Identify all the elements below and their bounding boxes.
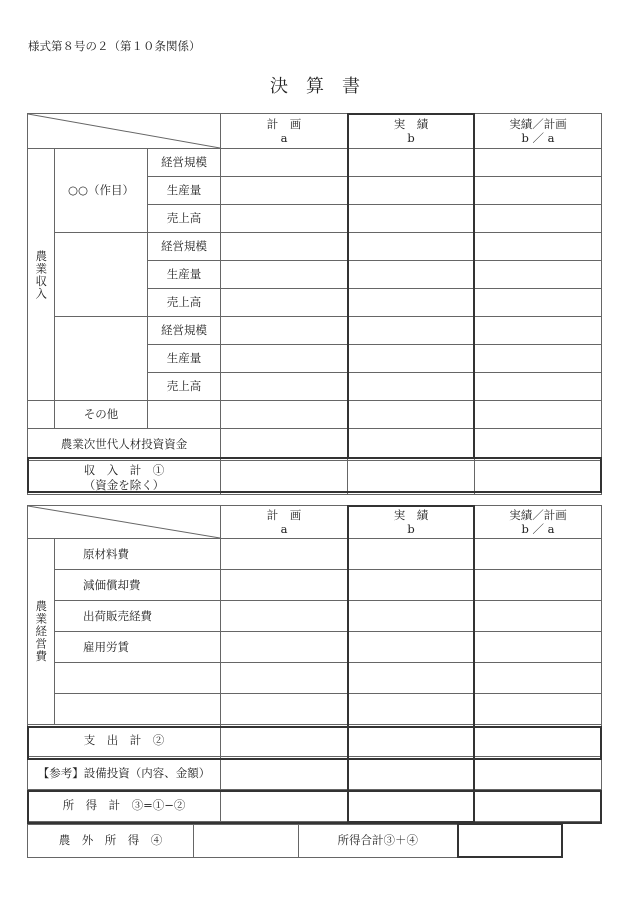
plan-cell[interactable] — [221, 539, 348, 570]
off-farm-table — [27, 823, 563, 858]
ratio-cell[interactable] — [475, 177, 602, 205]
diagonal-line — [28, 114, 220, 148]
ratio-cell[interactable] — [475, 149, 602, 177]
item-production: 生産量 — [148, 177, 221, 205]
item-production: 生産量 — [148, 345, 221, 373]
ratio-cell[interactable] — [475, 757, 602, 790]
ratio-cell[interactable] — [475, 663, 602, 694]
plan-cell[interactable] — [221, 570, 348, 601]
item-sales: 売上高 — [148, 373, 221, 401]
total-income-label: 所得合計③＋④ — [299, 824, 458, 857]
header-actual — [348, 114, 475, 149]
item-sales: 売上高 — [148, 289, 221, 317]
actual-cell[interactable] — [348, 539, 475, 570]
actual-cell[interactable] — [348, 373, 475, 401]
plan-cell[interactable] — [221, 694, 348, 725]
income-total-line2: （資金を除く） — [83, 477, 165, 492]
item-sales: 売上高 — [148, 205, 221, 233]
ratio-cell[interactable] — [475, 725, 602, 757]
ratio-sub: b ／ a — [521, 522, 555, 536]
item-scale: 経営規模 — [148, 233, 221, 261]
ratio-cell[interactable] — [475, 539, 602, 570]
actual-cell[interactable] — [348, 757, 475, 790]
ratio-cell[interactable] — [475, 632, 602, 663]
actual-cell[interactable] — [348, 570, 475, 601]
crop-label: ○○（作目） — [55, 149, 148, 233]
actual-cell[interactable] — [348, 345, 475, 373]
ratio-cell[interactable] — [475, 694, 602, 725]
plan-cell[interactable] — [221, 757, 348, 790]
header-plan — [221, 506, 348, 539]
actual-cell[interactable] — [348, 790, 475, 822]
actual-cell[interactable] — [348, 632, 475, 663]
item-blank[interactable] — [55, 663, 221, 694]
ratio-cell[interactable] — [475, 345, 602, 373]
income-calc-label: 所 得 計 ③=①−② — [28, 790, 221, 822]
item-scale: 経営規模 — [148, 317, 221, 345]
ratio-cell[interactable] — [475, 429, 602, 461]
ratio-cell[interactable] — [475, 261, 602, 289]
plan-cell[interactable] — [221, 663, 348, 694]
off-farm-label: 農 外 所 得 ④ — [28, 824, 194, 857]
ratio-cell[interactable] — [475, 601, 602, 632]
actual-cell[interactable] — [348, 289, 475, 317]
plan-cell[interactable] — [221, 461, 348, 495]
total-income-value[interactable] — [458, 824, 562, 857]
header-plan — [221, 114, 348, 149]
plan-label: 計 画 — [266, 116, 302, 131]
item-depreciation: 減価償却費 — [55, 570, 221, 601]
form-number: 様式第８号の２（第１０条関係） — [28, 39, 201, 53]
header-actual — [348, 506, 475, 539]
subsidy-label: 農業次世代人材投資資金 — [28, 429, 221, 461]
plan-sub: a — [280, 131, 288, 145]
ratio-label: 実績／計画 — [509, 116, 567, 131]
plan-cell[interactable] — [221, 261, 348, 289]
plan-cell[interactable] — [221, 790, 348, 822]
plan-cell[interactable] — [221, 725, 348, 757]
expense-category-label: 農業経営費 — [28, 539, 55, 725]
actual-cell[interactable] — [348, 601, 475, 632]
actual-cell[interactable] — [348, 429, 475, 461]
item-labor: 雇用労賃 — [55, 632, 221, 663]
other-category-blank — [28, 401, 55, 429]
income-table — [27, 113, 602, 495]
plan-cell[interactable] — [221, 149, 348, 177]
ratio-cell[interactable] — [475, 790, 602, 822]
plan-cell[interactable] — [221, 289, 348, 317]
ratio-label: 実績／計画 — [509, 507, 567, 522]
item-blank[interactable] — [55, 694, 221, 725]
actual-cell[interactable] — [348, 401, 475, 429]
actual-cell[interactable] — [348, 461, 475, 495]
header-ratio — [475, 114, 602, 149]
plan-label: 計 画 — [266, 507, 302, 522]
ratio-cell[interactable] — [475, 461, 602, 495]
actual-cell[interactable] — [348, 317, 475, 345]
plan-cell[interactable] — [221, 429, 348, 461]
other-sub-blank[interactable] — [148, 401, 221, 429]
actual-cell[interactable] — [348, 694, 475, 725]
income-total-label — [28, 461, 221, 495]
header-diagonal-cell — [28, 506, 221, 539]
plan-cell[interactable] — [221, 205, 348, 233]
ratio-cell[interactable] — [475, 205, 602, 233]
ratio-cell[interactable] — [475, 317, 602, 345]
actual-cell[interactable] — [348, 205, 475, 233]
actual-label: 実 績 — [393, 507, 429, 522]
actual-sub: b — [407, 522, 415, 536]
ratio-cell[interactable] — [475, 289, 602, 317]
actual-cell[interactable] — [348, 177, 475, 205]
plan-cell[interactable] — [221, 345, 348, 373]
capex-reference-label: 【参考】設備投資（内容、金額） — [28, 757, 221, 790]
item-materials: 原材料費 — [55, 539, 221, 570]
crop-label-blank[interactable] — [55, 233, 148, 317]
actual-cell[interactable] — [348, 233, 475, 261]
expense-table — [27, 505, 602, 822]
item-shipping: 出荷販売経費 — [55, 601, 221, 632]
income-total-line1: 収 入 計 ① — [83, 463, 165, 478]
ratio-cell[interactable] — [475, 570, 602, 601]
plan-cell[interactable] — [221, 317, 348, 345]
actual-cell[interactable] — [348, 149, 475, 177]
actual-cell[interactable] — [348, 663, 475, 694]
header-ratio — [475, 506, 602, 539]
actual-label: 実 績 — [393, 116, 429, 131]
ratio-cell[interactable] — [475, 233, 602, 261]
plan-cell[interactable] — [221, 601, 348, 632]
header-diagonal-cell — [28, 114, 221, 149]
ratio-cell[interactable] — [475, 373, 602, 401]
item-production: 生産量 — [148, 261, 221, 289]
plan-cell[interactable] — [221, 401, 348, 429]
plan-cell[interactable] — [221, 632, 348, 663]
expense-total-label: 支 出 計 ② — [28, 725, 221, 757]
item-scale: 経営規模 — [148, 149, 221, 177]
actual-cell[interactable] — [348, 725, 475, 757]
plan-cell[interactable] — [221, 373, 348, 401]
diagonal-line — [28, 506, 220, 538]
plan-sub: a — [280, 522, 288, 536]
crop-label-blank[interactable] — [55, 317, 148, 401]
ratio-cell[interactable] — [475, 401, 602, 429]
item-other: その他 — [55, 401, 148, 429]
ratio-sub: b ／ a — [521, 131, 555, 145]
plan-cell[interactable] — [221, 233, 348, 261]
document-title: 決 算 書 — [270, 76, 360, 97]
actual-cell[interactable] — [348, 261, 475, 289]
off-farm-value[interactable] — [194, 824, 299, 857]
income-category-label: 農業収入 — [28, 149, 55, 401]
actual-sub: b — [407, 131, 415, 145]
plan-cell[interactable] — [221, 177, 348, 205]
